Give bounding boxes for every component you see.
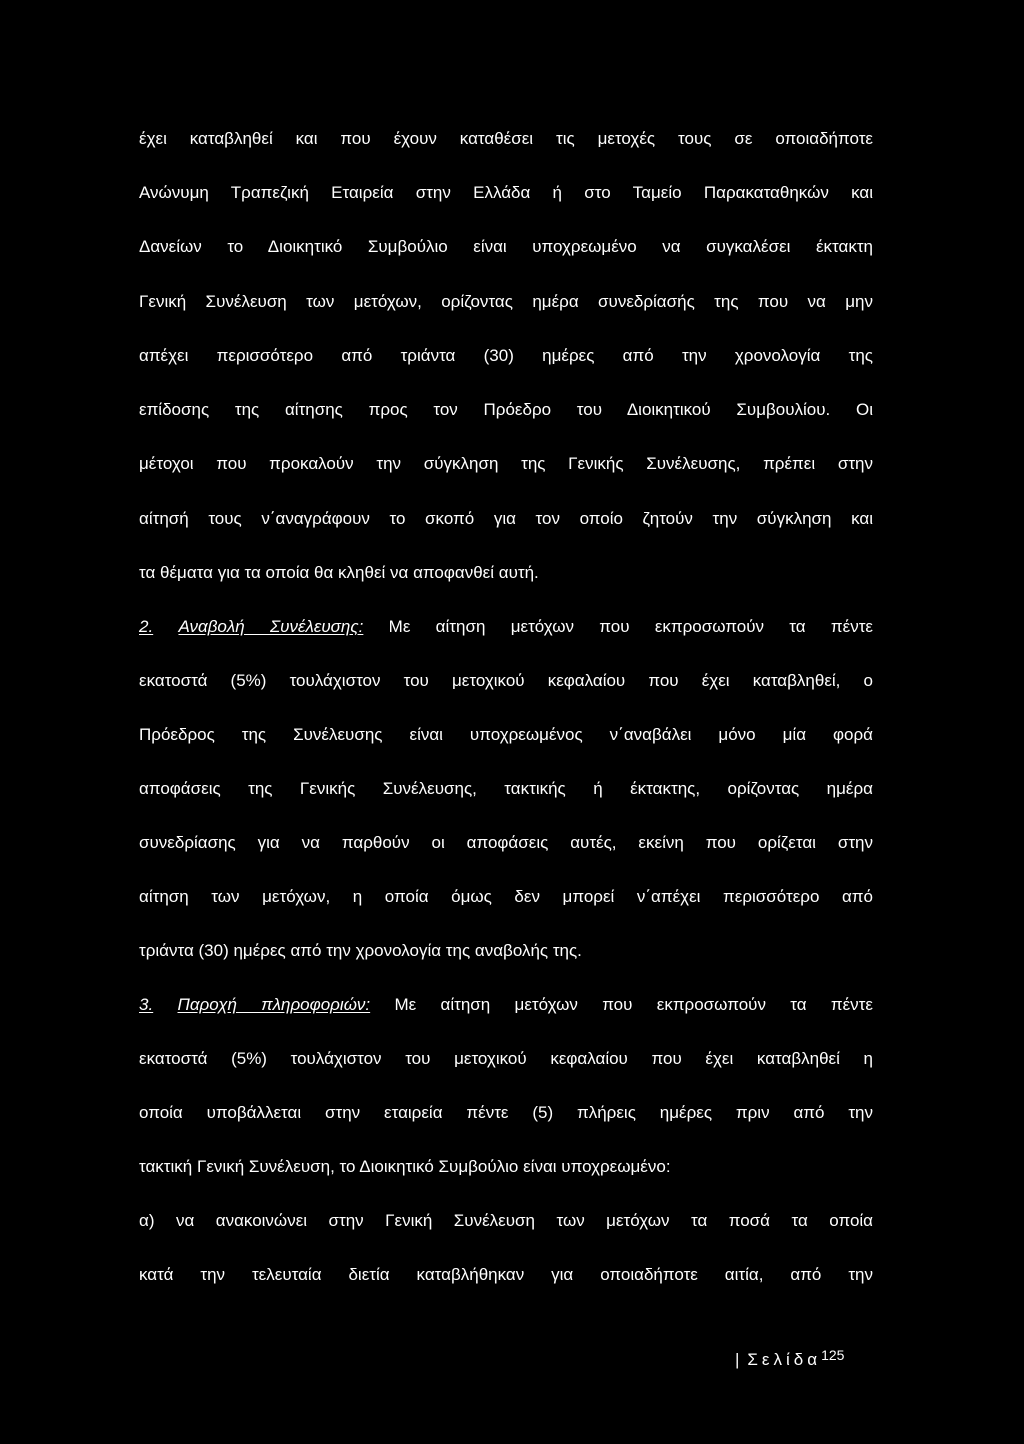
paragraph-line: α) να ανακοινώνει στην Γενική Συνέλευση των μετόχων τα ποσά τα οποία: [139, 1211, 873, 1230]
paragraph-line: έχει καταβληθεί και που έχουν καταθέσει τις μετοχές τους σε οποιαδήποτε: [139, 129, 873, 148]
paragraph-line: τακτική Γενική Συνέλευση, το Διοικητικό Συμβούλιο είναι υποχρεωμένο:: [139, 1157, 671, 1176]
section-2-first-line: [139, 615, 873, 639]
paragraph-line: αίτησή τους ν΄αναγράφουν το σκοπό για τον οποίο ζητούν την σύγκληση και: [139, 509, 873, 528]
paragraph-line: Δανείων το Διοικητικό Συμβούλιο είναι υποχρεωμένο να συγκαλέσει έκτακτη: [139, 237, 873, 256]
section-2-heading: Αναβολή Συνέλευσης:: [178, 617, 364, 636]
section-3-first-line-text: Με αίτηση μετόχων που εκπροσωπούν τα πέντε: [394, 995, 873, 1014]
paragraph-line: τριάντα (30) ημέρες από την χρονολογία της αναβολής της.: [139, 941, 582, 960]
paragraph-line: αποφάσεις της Γενικής Συνέλευσης, τακτικής ή έκτακτης, ορίζοντας ημέρα: [139, 779, 873, 798]
paragraph-line: οποία υποβάλλεται στην εταιρεία πέντε (5) πλήρεις ημέρες πριν από την: [139, 1103, 873, 1122]
section-3-heading: Παροχή πληροφοριών:: [177, 995, 371, 1014]
paragraph-line: αίτηση των μετόχων, η οποία όμως δεν μπορεί ν΄απέχει περισσότερο από: [139, 887, 873, 906]
paragraph-line: Ανώνυμη Τραπεζική Εταιρεία στην Ελλάδα ή στο Ταμείο Παρακαταθηκών και: [139, 183, 873, 202]
section-3-first-line: [139, 993, 873, 1017]
paragraph-line: συνεδρίασης για να παρθούν οι αποφάσεις αυτές, εκείνη που ορίζεται στην: [139, 833, 873, 852]
page-footer: [735, 1343, 844, 1372]
paragraph-line: εκατοστά (5%) τουλάχιστον του μετοχικού κεφαλαίου που έχει καταβληθεί η: [139, 1049, 873, 1068]
paragraph-line: εκατοστά (5%) τουλάχιστον του μετοχικού κεφαλαίου που έχει καταβληθεί, ο: [139, 671, 873, 690]
page-label: Σελίδα: [747, 1350, 822, 1369]
paragraph-line: μέτοχοι που προκαλούν την σύγκληση της Γενικής Συνέλευσης, πρέπει στην: [139, 454, 873, 473]
paragraph-line: επίδοσης της αίτησης προς τον Πρόεδρο του Διοικητικού Συμβουλίου. Οι: [139, 400, 873, 419]
footer-separator: |: [735, 1350, 740, 1369]
section-3-number: 3.: [139, 995, 154, 1014]
paragraph-line: Γενική Συνέλευση των μετόχων, ορίζοντας ημέρα συνεδρίασής της που να μην: [139, 292, 873, 311]
paragraph-line: τα θέματα για τα οποία θα κληθεί να αποφανθεί αυτή.: [139, 563, 539, 582]
paragraph-line: Πρόεδρος της Συνέλευσης είναι υποχρεωμένος ν΄αναβάλει μόνο μία φορά: [139, 725, 873, 744]
section-2-number: 2.: [139, 617, 154, 636]
section-2-first-line-text: Με αίτηση μετόχων που εκπροσωπούν τα πέντε: [388, 617, 873, 636]
paragraph-line: απέχει περισσότερο από τριάντα (30) ημέρες από την χρονολογία της: [139, 346, 873, 365]
paragraph-line: κατά την τελευταία διετία καταβλήθηκαν για οποιαδήποτε αιτία, από την: [139, 1265, 873, 1284]
page-number: 125: [821, 1347, 845, 1363]
